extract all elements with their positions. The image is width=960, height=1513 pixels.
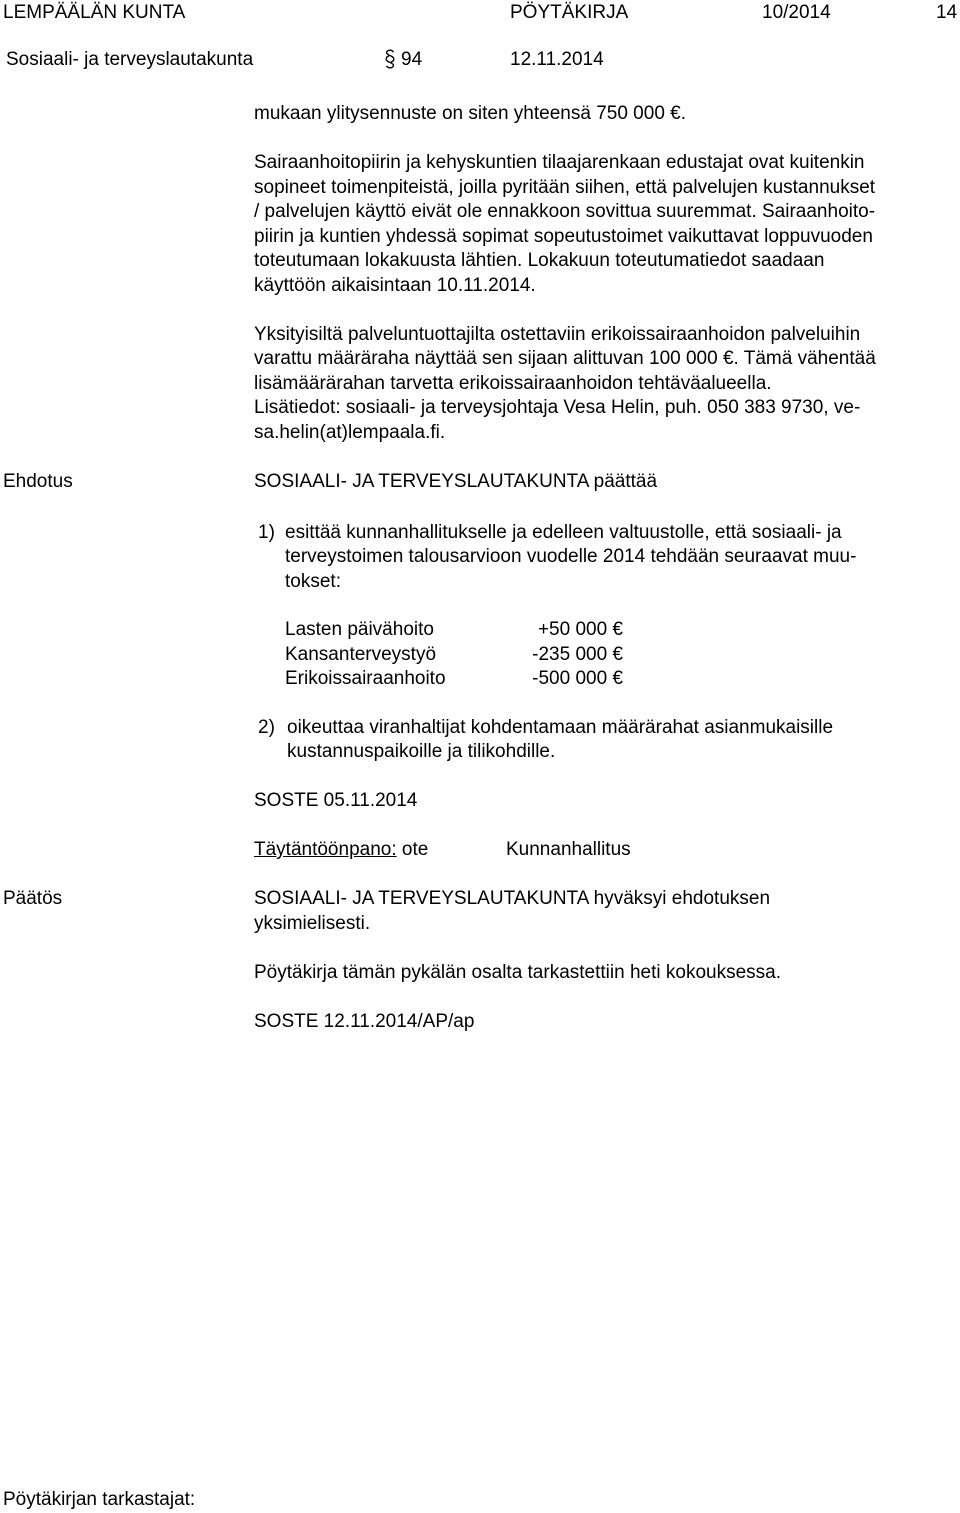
paragraph-line: käyttöön aikaisintaan 10.11.2014.: [254, 275, 536, 296]
document-number: 10/2014: [762, 2, 831, 23]
item-line: kustannuspaikoille ja tilikohdille.: [287, 741, 556, 762]
implementation-target: Kunnanhallitus: [506, 839, 631, 860]
paragraph-line: Yksityisiltä palveluntuottajilta ostettaviin erikoissairaanhoidon palveluihin: [254, 324, 861, 345]
implementation-value: ote: [401, 839, 429, 860]
item-number: 2): [258, 717, 275, 738]
soste-reference: SOSTE 05.11.2014: [254, 790, 418, 811]
budget-item-amount: +50 000 €: [537, 619, 623, 640]
budget-item-name: Kansanterveystyö: [285, 644, 437, 665]
item-number: 1): [258, 522, 275, 543]
paragraph-line: Lisätiedot: sosiaali- ja terveysjohtaja Vesa Helin, puh. 050 383 9730, ve-: [254, 397, 861, 418]
budget-item-name: Lasten päivähoito: [285, 619, 434, 640]
paragraph-line: toteutumaan lokakuusta lähtien. Lokakuun toteutumatiedot saadaan: [254, 250, 825, 271]
page-number: 14: [936, 2, 958, 23]
decision-label: Päätös: [3, 888, 63, 909]
committee-name: Sosiaali- ja terveyslautakunta: [6, 49, 254, 70]
implementation-row: [254, 838, 428, 863]
item-line: oikeuttaa viranhaltijat kohdentamaan määrärahat asianmukaisille: [287, 717, 834, 738]
check-statement: Pöytäkirja tämän pykälän osalta tarkastettiin heti kokouksessa.: [254, 962, 781, 983]
paragraph-line: mukaan ylitysennuste on siten yhteensä 750 000 €.: [254, 103, 687, 124]
paragraph-line: / palvelujen käyttö eivät ole ennakkoon sovittua suuremmat. Sairaanhoito-: [254, 201, 876, 222]
paragraph-line: varattu määräraha näyttää sen sijaan alittuvan 100 000 €. Tämä vähentää: [254, 348, 876, 369]
item-line: tokset:: [285, 571, 341, 592]
paragraph-line: sa.helin(at)lempaala.fi.: [254, 422, 446, 443]
paragraph-line: piirin ja kuntien yhdessä sopimat sopeutustoimet vaikuttavat loppuvuoden: [254, 226, 873, 247]
proposal-label: Ehdotus: [3, 471, 73, 492]
section-number: 94: [401, 49, 423, 70]
meeting-date: 12.11.2014: [510, 49, 604, 70]
implementation-label: Täytäntöönpano:: [254, 839, 397, 860]
document-type: PÖYTÄKIRJA: [510, 2, 629, 23]
municipality-name: LEMPÄÄLÄN KUNTA: [3, 2, 186, 23]
paragraph-line: lisämäärärahan tarvetta erikoissairaanhoidon tehtäväalueella.: [254, 373, 772, 394]
paragraph-line: sopineet toimenpiteistä, joilla pyritään siihen, että palvelujen kustannukset: [254, 177, 876, 198]
budget-item-amount: -235 000 €: [532, 644, 623, 665]
reviewers-label: Pöytäkirjan tarkastajat:: [3, 1489, 196, 1510]
proposal-heading: SOSIAALI- JA TERVEYSLAUTAKUNTA päättää: [254, 471, 658, 492]
decision-line: yksimielisesti.: [254, 913, 371, 934]
paragraph-line: Sairaanhoitopiirin ja kehyskuntien tilaajarenkaan edustajat ovat kuitenkin: [254, 152, 865, 173]
section-sign-icon: [383, 49, 397, 69]
decision-line: SOSIAALI- JA TERVEYSLAUTAKUNTA hyväksyi ehdotuksen: [254, 888, 771, 909]
budget-item-name: Erikoissairaanhoito: [285, 668, 446, 689]
item-line: terveystoimen talousarvioon vuodelle 2014 tehdään seuraavat muu-: [285, 546, 857, 567]
item-line: esittää kunnanhallitukselle ja edelleen valtuustolle, että sosiaali- ja: [285, 522, 842, 543]
budget-item-amount: -500 000 €: [532, 668, 623, 689]
soste-reference: SOSTE 12.11.2014/AP/ap: [254, 1011, 475, 1032]
